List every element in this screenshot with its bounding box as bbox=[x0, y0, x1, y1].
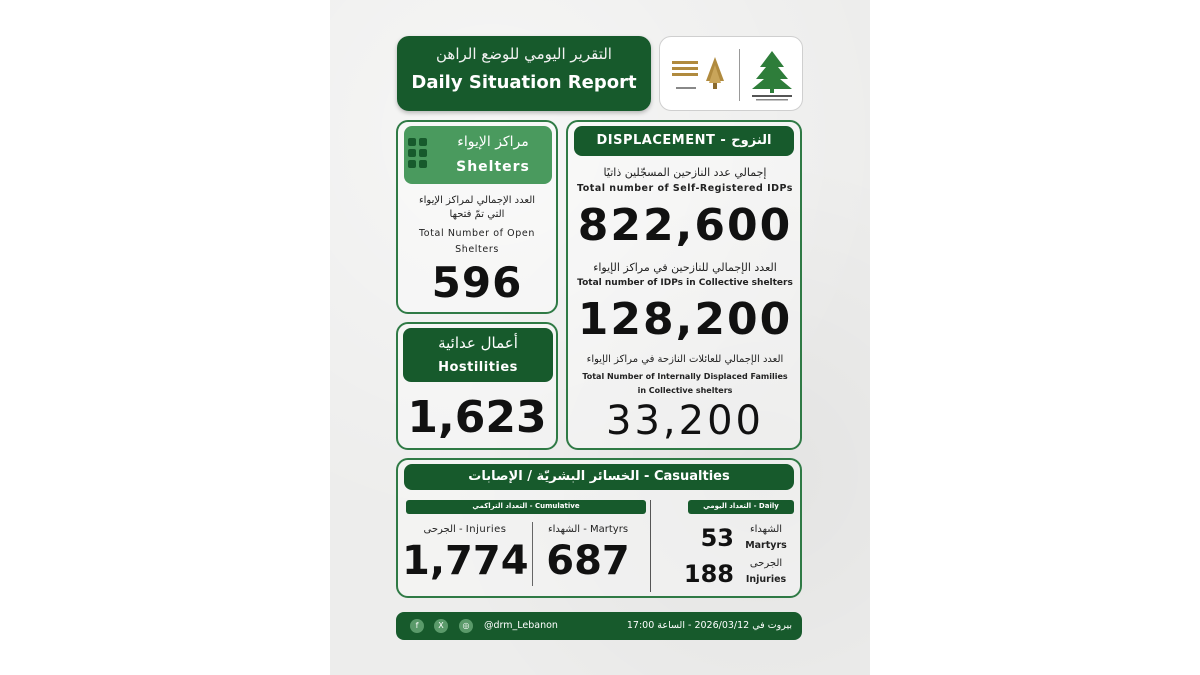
displacement-panel bbox=[566, 120, 802, 450]
drm-unit-logo bbox=[744, 47, 800, 103]
cumulative-injuries-label: الجرحى - Injuries bbox=[423, 524, 507, 535]
self-registered-idps-value: 822,600 bbox=[577, 200, 793, 251]
cumulative-martyrs-label: الشهداء - Martyrs bbox=[547, 524, 629, 535]
report-title-box bbox=[397, 36, 651, 111]
cumulative-daily-separator bbox=[650, 500, 651, 592]
collective-idps-label-arabic: العدد الإجمالي للنازحين في مراكز الإيواء bbox=[593, 261, 777, 274]
footer-bar bbox=[396, 612, 802, 640]
logo-box bbox=[659, 36, 803, 111]
x-icon[interactable]: X bbox=[434, 619, 448, 633]
cumulative-header bbox=[406, 500, 646, 514]
casualties-panel bbox=[396, 458, 802, 598]
logo-divider bbox=[739, 49, 740, 101]
cumulative-martyrs-value: 687 bbox=[546, 538, 630, 584]
shelters-desc-ar-line2: التي تمّ فتحها bbox=[449, 209, 505, 220]
shelters-description-english bbox=[402, 226, 552, 258]
report-datetime: بيروت في 2026/03/12 - الساعة 17:00 bbox=[626, 620, 792, 631]
shelters-panel bbox=[396, 120, 558, 314]
daily-martyrs-label-arabic: الشهداء bbox=[749, 524, 783, 535]
casualties-header bbox=[404, 464, 794, 490]
report-title-arabic: التقرير اليومي للوضع الراهن bbox=[436, 45, 612, 63]
daily-martyrs-value: 53 bbox=[700, 524, 734, 552]
shelters-header bbox=[404, 126, 552, 184]
cumulative-separator bbox=[532, 522, 533, 586]
shelters-title-arabic: مراكز الإيواء bbox=[457, 134, 529, 150]
shelters-title-english: Shelters bbox=[456, 159, 530, 175]
daily-label: التعداد اليومي - Daily bbox=[703, 502, 779, 510]
shelters-description-arabic bbox=[402, 194, 552, 222]
cumulative-label: التعداد التراكمي - Cumulative bbox=[472, 502, 580, 510]
daily-martyrs-label-english: Martyrs bbox=[745, 540, 787, 551]
displaced-families-label-english-line2: in Collective shelters bbox=[637, 386, 733, 395]
casualties-title: الخسائر البشريّة / الإصابات - Casualties bbox=[468, 469, 730, 484]
shelters-desc-ar-line1: العدد الإجمالي لمراكز الإيواء bbox=[418, 195, 536, 206]
presidency-council-logo bbox=[670, 51, 732, 99]
displaced-families-label-arabic: العدد الإجمالي للعائلات النازحة في مراكز الإيواء bbox=[586, 354, 784, 365]
shelters-desc-en-line1: Total Number of Open bbox=[419, 228, 535, 239]
daily-injuries-label-english: Injuries bbox=[745, 574, 787, 585]
hostilities-count: 1,623 bbox=[407, 392, 547, 443]
hostilities-header bbox=[403, 328, 553, 382]
collective-idps-value: 128,200 bbox=[577, 294, 793, 345]
hostilities-title-arabic: أعمال عدائية bbox=[438, 334, 518, 352]
report-poster bbox=[330, 0, 870, 675]
displacement-header bbox=[574, 126, 794, 156]
report-title-english: Daily Situation Report bbox=[411, 72, 637, 93]
daily-injuries-label-arabic: الجرحى bbox=[749, 558, 783, 569]
facebook-icon[interactable]: f bbox=[410, 619, 424, 633]
collective-idps-label-english: Total number of IDPs in Collective shelters bbox=[577, 278, 793, 288]
hostilities-panel bbox=[396, 322, 558, 450]
displaced-families-label-english-line1: Total Number of Internally Displaced Families bbox=[582, 372, 788, 381]
social-handle[interactable]: @drm_Lebanon bbox=[484, 620, 558, 631]
shelters-desc-en-line2: Shelters bbox=[455, 244, 499, 255]
self-registered-label-arabic: إجمالي عدد النازحين المسجّلين ذاتيًا bbox=[603, 166, 767, 179]
cumulative-injuries-value: 1,774 bbox=[402, 538, 529, 584]
hostilities-title-english: Hostilities bbox=[438, 360, 518, 375]
daily-header bbox=[688, 500, 794, 514]
displacement-title: DISPLACEMENT - النزوح bbox=[596, 133, 772, 148]
instagram-icon[interactable]: ◎ bbox=[459, 619, 473, 633]
self-registered-label-english: Total number of Self-Registered IDPs bbox=[577, 183, 793, 194]
daily-injuries-value: 188 bbox=[683, 560, 734, 588]
shelters-count: 596 bbox=[431, 258, 523, 307]
displaced-families-value: 33,200 bbox=[606, 398, 764, 444]
